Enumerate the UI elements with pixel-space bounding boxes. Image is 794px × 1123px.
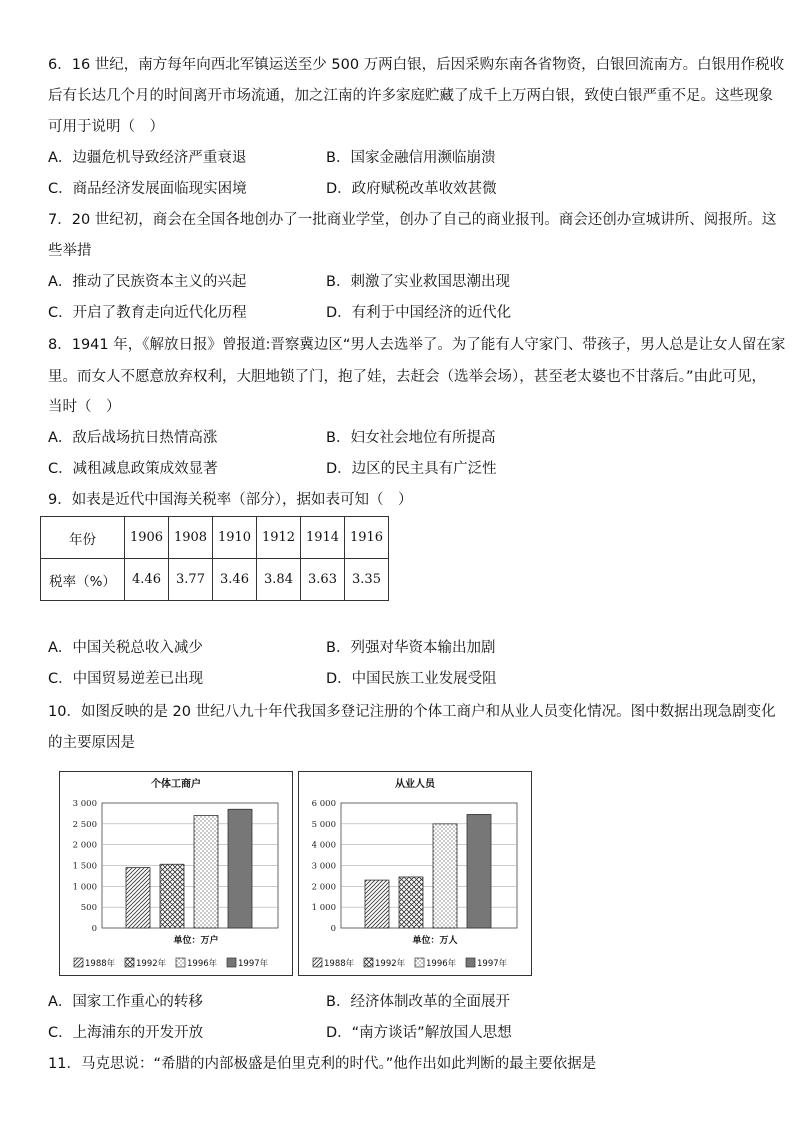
q6-stem-line1: 6．16 世纪，南方每年向西北军镇运送至少 500 万两白银，后因采购东南各省物资，白银回流南方。白银用作税收: [48, 57, 785, 73]
q10-option-b: B．经济体制改革的全面展开: [326, 994, 510, 1010]
bar-1996年: [433, 824, 457, 928]
table-cell-rate: 3.84: [257, 559, 301, 601]
bar-1988年: [126, 868, 150, 928]
chart-unit-label: 单位：万人: [412, 936, 458, 946]
q8-stem-line3: 当时（ ）: [48, 399, 121, 415]
bar-1992年: [399, 877, 423, 928]
y-tick-label: 5 000: [311, 819, 336, 830]
table-cell-year: 1906: [125, 517, 169, 559]
table-cell-year: 1908: [169, 517, 213, 559]
chart-employees-svg: [299, 772, 531, 975]
y-tick-label: 500: [80, 903, 97, 914]
q8-stem-line2: 里。而女人不愿意放弃权利，大胆地锁了门，抱了娃，去赶会（选举会场），甚至老太婆也不甘落后。”由此可见，: [48, 369, 767, 385]
q7-stem-line2: 些举措: [48, 243, 92, 259]
bar-1997年: [467, 814, 491, 928]
y-tick-label: 3 000: [311, 861, 336, 872]
tariff-table-row-rate: [41, 559, 389, 601]
legend-label: 1992年: [375, 959, 406, 969]
table-cell-year: 1914: [301, 517, 345, 559]
chart-individual-businesses: [59, 771, 293, 976]
chart-unit-label: 单位：万户: [173, 936, 219, 946]
legend-swatch: [364, 958, 373, 967]
bar-1997年: [228, 809, 252, 928]
y-tick-label: 0: [91, 924, 97, 934]
y-tick-label: 4 000: [311, 840, 336, 851]
q8-stem-line1: 8．1941 年，《解放日报》曾报道:晋察冀边区“男人去选举了。为了能有人守家门、带孩子，男人总是让女人留在家: [48, 337, 786, 353]
table-cell-year: 1910: [213, 517, 257, 559]
q8-option-b: B．妇女社会地位有所提高: [326, 430, 496, 446]
legend-label: 1988年: [324, 959, 355, 969]
q10-option-d: D．“南方谈话”解放国人思想: [326, 1025, 512, 1041]
legend-swatch: [125, 958, 134, 967]
q6-option-a: A．边疆危机导致经济严重衰退: [48, 150, 247, 166]
q9-option-b: B．列强对华资本输出加剧: [326, 640, 496, 656]
q9-option-d: D．中国民族工业发展受阻: [326, 671, 497, 687]
bar-1988年: [365, 880, 389, 928]
legend-swatch: [227, 958, 236, 967]
q9-option-c: C．中国贸易逆差已出现: [48, 671, 204, 687]
table-cell-rate: 3.35: [345, 559, 389, 601]
q9-option-a: A．中国关税总收入减少: [48, 640, 203, 656]
y-tick-label: 1 000: [311, 903, 336, 914]
legend-label: 1992年: [136, 959, 167, 969]
q10-option-a: A．国家工作重心的转移: [48, 994, 203, 1010]
bar-1992年: [160, 864, 184, 928]
y-tick-label: 6 000: [311, 799, 336, 809]
chart-title: 从业人员: [395, 779, 435, 790]
legend-label: 1996年: [187, 959, 218, 969]
q8-option-d: D．边区的民主具有广泛性: [326, 461, 497, 477]
legend-swatch: [313, 958, 322, 967]
table-cell-rate: 3.77: [169, 559, 213, 601]
q10-option-c: C．上海浦东的开发开放: [48, 1025, 204, 1041]
q6-option-b: B．国家金融信用濒临崩溃: [326, 150, 496, 166]
q6-option-d: D．政府赋税改革收效甚微: [326, 181, 497, 197]
legend-swatch: [74, 958, 83, 967]
table-cell-rate: 3.46: [213, 559, 257, 601]
legend-swatch: [466, 958, 475, 967]
table-header-year: 年份: [41, 517, 125, 559]
q7-option-b: B．刺激了实业救国思潮出现: [326, 274, 510, 290]
chart-individual-businesses-svg: [60, 772, 292, 975]
y-tick-label: 2 500: [72, 819, 97, 830]
y-tick-label: 0: [330, 924, 336, 934]
y-tick-label: 2 000: [311, 882, 336, 893]
table-cell-rate: 4.46: [125, 559, 169, 601]
tariff-table: [40, 516, 389, 601]
q10-stem-line1: 10．如图反映的是 20 世纪八九十年代我国多登记注册的个体工商户和从业人员变化情况。图中数据出现急剧变化: [48, 704, 776, 720]
q11-stem-line1: 11．马克思说：“希腊的内部极盛是伯里克利的时代。”他作出如此判断的最主要依据是: [48, 1056, 597, 1072]
q7-option-a: A．推动了民族资本主义的兴起: [48, 274, 247, 290]
q6-option-c: C．商品经济发展面临现实困境: [48, 181, 247, 197]
q10-stem-line2: 的主要原因是: [48, 735, 135, 751]
table-cell-rate: 3.63: [301, 559, 345, 601]
y-tick-label: 3 000: [72, 799, 97, 809]
q8-option-c: C．减租减息政策成效显著: [48, 461, 218, 477]
legend-swatch: [415, 958, 424, 967]
q8-option-a: A．敌后战场抗日热情高涨: [48, 430, 218, 446]
q6-stem-line2: 后有长达几个月的时间离开市场流通，加之江南的许多家庭贮藏了成千上万两白银，致使白银严重不足。这些现象: [48, 88, 773, 104]
q7-option-d: D．有利于中国经济的近代化: [326, 305, 512, 321]
q9-stem-line1: 9．如表是近代中国海关税率（部分），据如表可知（ ）: [48, 492, 413, 508]
table-cell-year: 1912: [257, 517, 301, 559]
tariff-table-row-year: [41, 517, 389, 559]
table-cell-year: 1916: [345, 517, 389, 559]
table-header-rate: 税率（%）: [41, 559, 125, 601]
y-tick-label: 1 000: [72, 882, 97, 893]
legend-label: 1997年: [238, 959, 269, 969]
chart-title: 个体工商户: [151, 779, 201, 790]
q6-stem-line3: 可用于说明（ ）: [48, 119, 164, 135]
y-tick-label: 1 500: [72, 861, 97, 872]
legend-swatch: [176, 958, 185, 967]
legend-label: 1997年: [477, 959, 508, 969]
q7-option-c: C．开启了教育走向近代化历程: [48, 305, 247, 321]
bar-1996年: [194, 816, 218, 929]
y-tick-label: 2 000: [72, 840, 97, 851]
legend-label: 1988年: [85, 959, 116, 969]
legend-label: 1996年: [426, 959, 457, 969]
q7-stem-line1: 7．20 世纪初，商会在全国各地创办了一批商业学堂，创办了自己的商业报刊。商会还创办宣城讲所、阅报所。这: [48, 212, 777, 228]
chart-employees: [298, 771, 532, 976]
